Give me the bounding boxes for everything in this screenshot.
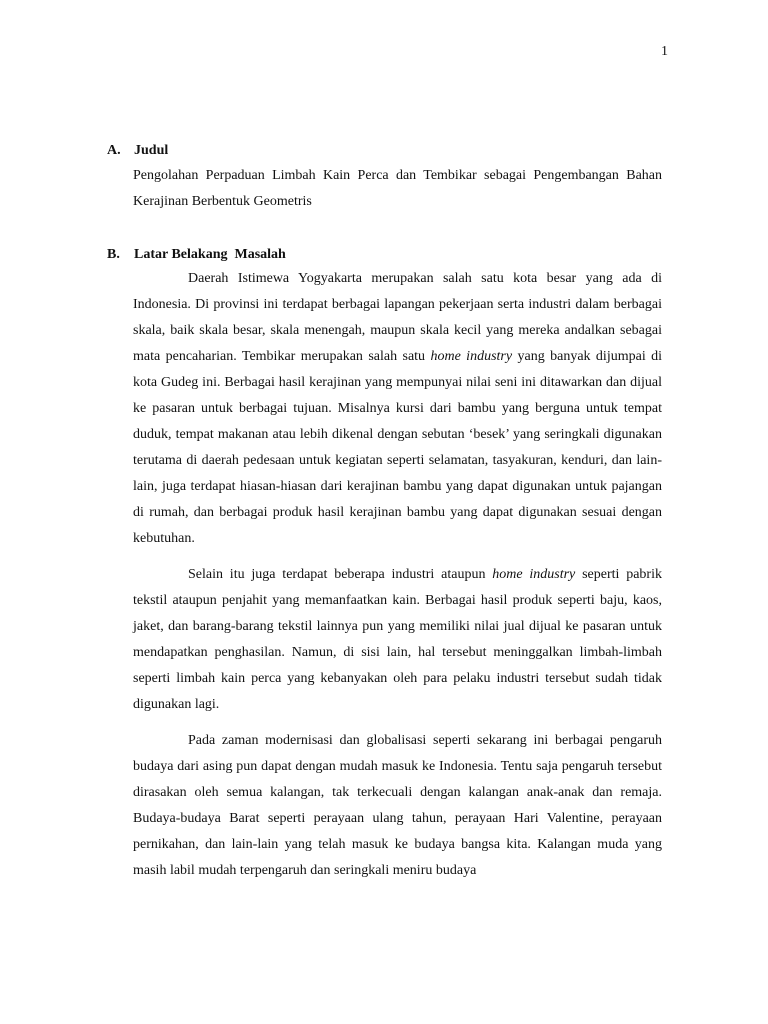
page-number: 1	[661, 44, 668, 59]
paragraph-3: Pada zaman modernisasi dan globalisasi seperti sekarang ini berbagai pengaruh budaya dari asing pun dapat dengan mudah masuk ke Indonesia. Tentu saja pengaruh tersebut dirasakan oleh semua kalangan, tak terkecuali dengan kalangan anak-anak dan remaja. Budaya-budaya Barat seperti perayaan ulang tahun, perayaan Hari Valentine, perayaan pernikahan, dan lain-lain yang telah masuk ke budaya bangsa kita. Kalangan muda yang masih labil mudah terpengaruh dan seringkali meniru budaya	[133, 733, 662, 878]
section-b-title: Latar Belakang Masalah	[134, 247, 286, 262]
paragraph-2: Selain itu juga terdapat beberapa industri ataupun home industry seperti pabrik tekstil ataupun penjahit yang memanfaatkan kain. Berbagai hasil produk seperti baju, kaos, jaket, dan barang-barang tekstil lainnya pun yang memiliki nilai jual dijual ke pasaran untuk mendapatkan penghasilan. Namun, di sisi lain, hal tersebut meninggalkan limbah-limbah seperti limbah kain perca yang kebanyakan oleh para pelaku industri tersebut sudah tidak digunakan lagi.	[133, 567, 662, 712]
section-judul	[107, 140, 662, 215]
paragraph-1: Daerah Istimewa Yogyakarta merupakan salah satu kota besar yang ada di Indonesia. Di provinsi ini terdapat berbagai lapangan pekerjaan serta industri dalam berbagai skala, baik skala besar, skala menengah, maupun skala kecil yang mereka andalkan sebagai mata pencaharian. Tembikar merupakan salah satu home industry yang banyak dijumpai di kota Gudeg ini. Berbagai hasil kerajinan yang mempunyai nilai seni ini ditawarkan dan dijual ke pasaran untuk berbagai tujuan. Misalnya kursi dari bambu yang berguna untuk tempat duduk, tempat makanan atau lebih dikenal dengan sebutan ‘besek’ yang seringkali digunakan terutama di daerah pedesaan untuk kegiatan seperti selamatan, tasyakuran, kenduri, dan lain-lain, juga terdapat hiasan-hiasan dari kerajinan bambu yang dapat digunakan untuk pajangan di rumah, dan berbagai produk hasil kerajinan bambu yang dapat digunakan sesuai dengan kebutuhan.	[133, 271, 662, 546]
section-b-heading	[107, 244, 662, 266]
section-latar-belakang	[107, 244, 662, 894]
section-a-heading	[107, 140, 662, 162]
section-b-letter: B.	[107, 247, 120, 262]
judul-text: Pengolahan Perpaduan Limbah Kain Perca dan Tembikar sebagai Pengembangan Bahan Kerajinan Berbentuk Geometris	[133, 168, 662, 209]
section-b-body	[133, 266, 662, 884]
home-industry-term: home industry	[430, 349, 513, 364]
home-industry-term: home industry	[492, 567, 576, 582]
section-a-letter: A.	[107, 143, 121, 158]
section-a-title: Judul	[134, 143, 169, 158]
